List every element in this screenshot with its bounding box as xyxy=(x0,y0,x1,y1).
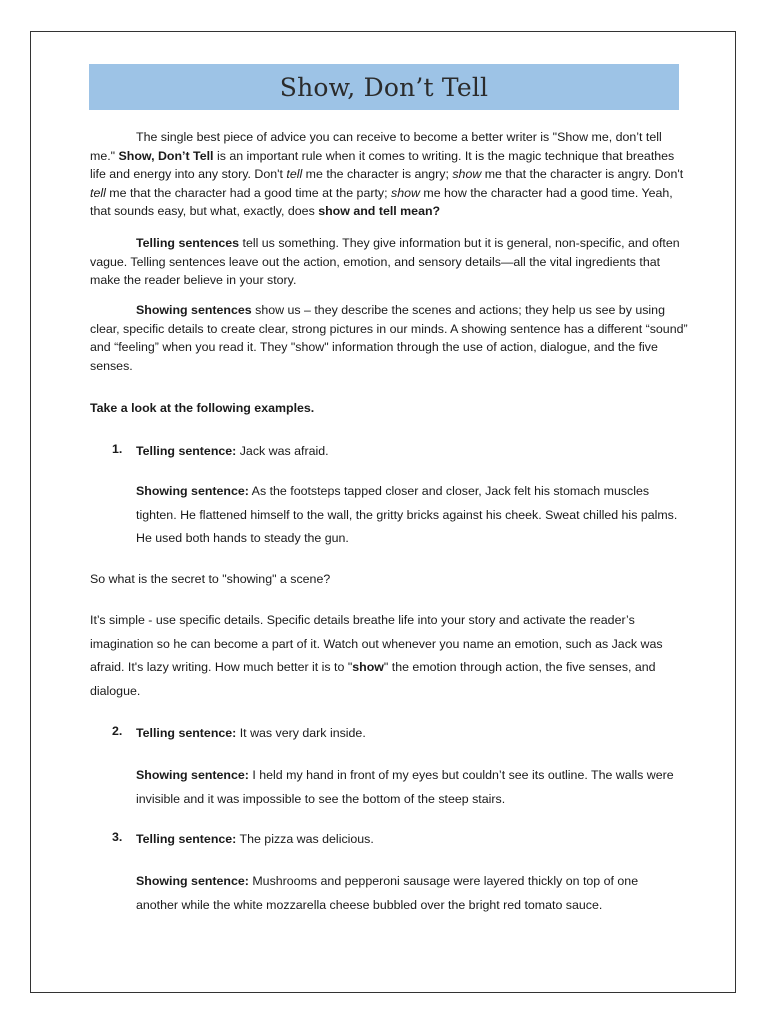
showing-label: Showing sentence: xyxy=(136,768,249,782)
telling-text: It was very dark inside. xyxy=(236,726,366,740)
example-showing-sentence xyxy=(136,480,686,551)
text-run-italic: tell xyxy=(286,167,303,182)
text-run: The single best piece of advice you can receive to become a better writer is "Show me, don’t tell me." xyxy=(90,130,662,163)
showing-text: As the footsteps tapped closer and closer, Jack felt his stomach muscles tighten. He flattened himself to the wall, the gritty bricks against his cheek. Sweat chilled his palms. He used both hands to steady the gun. xyxy=(136,484,678,546)
text-run-bold: show xyxy=(318,204,350,219)
text-run: tell us something. They give information but it is general, non-specific, and often vague. Telling sentences leave out the action, emotion, and sensory details—all the vital ingredients that make the reader believe in your story. xyxy=(90,236,680,288)
secret-answer-paragraph xyxy=(90,609,686,703)
text-run: " the emotion through action, the five senses, and dialogue. xyxy=(90,660,656,698)
text-run: me how the character had a good time. Yeah, that sounds easy, but what, exactly, does xyxy=(90,185,673,219)
example-telling-sentence xyxy=(136,442,696,461)
text-run-bold: and xyxy=(349,204,379,219)
text-run-italic: show xyxy=(452,167,482,182)
showing-text: I held my hand in front of my eyes but couldn’t see its outline. The walls were invisible and it was impossible to see the bottom of the steep stairs. xyxy=(136,768,674,806)
text-run: show us – they describe the scenes and actions; they help us see by using clear, specific details to create clear, strong pictures in our minds. A showing sentence has a different “sound” and “feeling” when you read it. They "show" information through the use of action, dialogue, and the five senses. xyxy=(90,303,688,373)
text-run: me that the character is angry. Don't xyxy=(481,167,684,182)
telling-label: Telling sentence: xyxy=(136,726,237,740)
page-title: Show, Don’t Tell xyxy=(279,72,489,102)
telling-paragraph xyxy=(90,234,690,290)
example-showing-sentence xyxy=(136,870,656,917)
example-telling-sentence xyxy=(136,830,696,849)
text-run-italic: show xyxy=(391,185,420,200)
text-run-bold: Take a look at the following examples. xyxy=(90,401,315,415)
examples-intro xyxy=(90,399,690,418)
telling-label: Telling sentence: xyxy=(136,444,237,458)
showing-label: Showing sentence: xyxy=(136,484,249,498)
example-telling-sentence xyxy=(136,724,696,743)
example-number: 2. xyxy=(112,724,123,738)
secret-question: So what is the secret to "showing" a scene? xyxy=(90,572,331,586)
text-run-bold: Showing sentences xyxy=(136,303,252,317)
showing-label: Showing sentence: xyxy=(136,874,249,888)
text-run-bold: Show, Don’t Tell xyxy=(118,148,214,163)
text-run-italic: tell xyxy=(90,185,106,200)
text-run: is an important rule when it comes to writing. It is the magic technique that breathes life and energy into any story. Don't xyxy=(90,148,675,182)
text-run-bold: tell xyxy=(378,204,397,219)
text-run-bold: mean? xyxy=(396,204,441,219)
telling-text: Jack was afraid. xyxy=(236,444,329,458)
text-run-bold: Telling sentences xyxy=(136,236,240,250)
text-run-bold: show xyxy=(352,660,384,675)
example-showing-sentence xyxy=(136,764,676,811)
example-number: 3. xyxy=(112,830,123,844)
text-run: me that the character had a good time at the party; xyxy=(105,185,391,200)
example-number: 1. xyxy=(112,442,123,456)
intro-paragraph xyxy=(90,128,690,221)
telling-label: Telling sentence: xyxy=(136,832,237,846)
showing-text: Mushrooms and pepperoni sausage were layered thickly on top of one another while the white mozzarella cheese bubbled over the bright red tomato sauce. xyxy=(136,874,639,912)
title-banner xyxy=(89,64,679,110)
text-run: me the character is angry; xyxy=(302,167,453,182)
showing-paragraph xyxy=(90,301,690,375)
telling-text: The pizza was delicious. xyxy=(236,832,374,846)
text-run: It’s simple - use specific details. Specific details breathe life into your story and activate the reader’s imagination so he can become a part of it. Watch out whenever you name an emotion, such as Jack was afraid. It's lazy writing. How much better it is to " xyxy=(90,613,663,675)
